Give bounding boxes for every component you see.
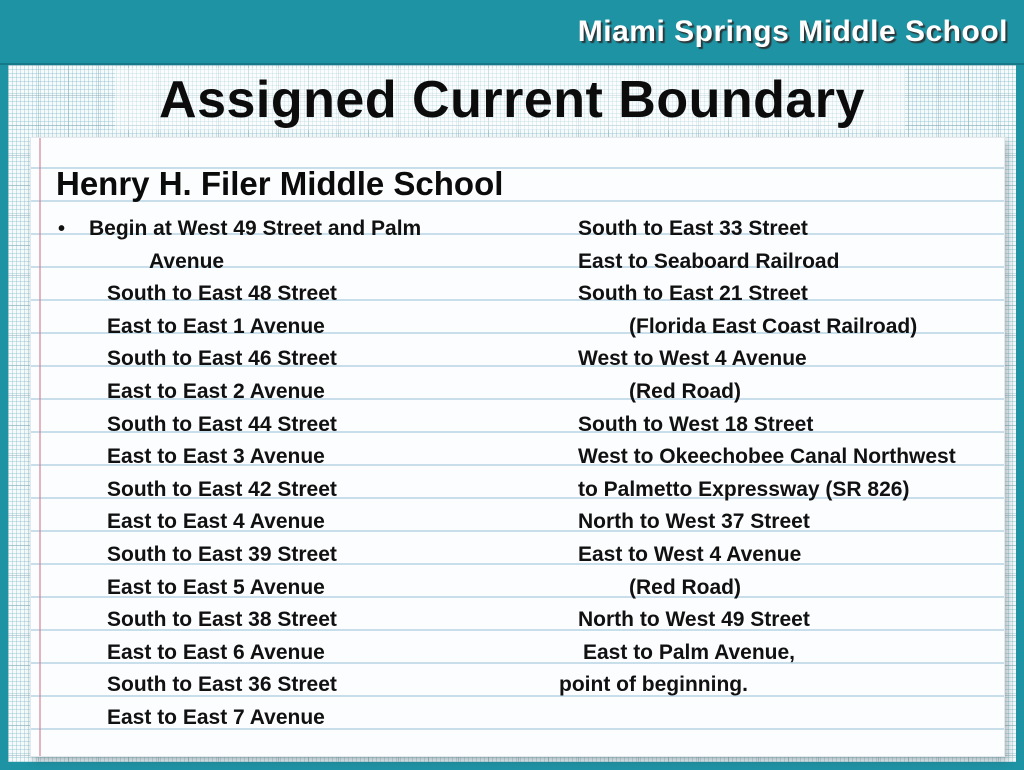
school-name: Miami Springs Middle School — [577, 14, 1008, 48]
top-banner — [0, 0, 1024, 65]
boundary-line — [58, 213, 421, 246]
bullet-icon: • — [58, 218, 66, 240]
boundary-line: to Palmetto Expressway (SR 826) — [578, 477, 910, 501]
boundary-line: South to East 36 Street — [107, 673, 337, 697]
boundary-line: South to East 46 Street — [107, 347, 337, 371]
boundary-line: South to East 38 Street — [107, 608, 337, 632]
boundary-line: South to East 21 Street — [578, 282, 808, 306]
boundary-line: East to East 6 Avenue — [107, 640, 325, 664]
boundary-panel — [30, 137, 1005, 757]
boundary-line: North to West 49 Street — [578, 608, 810, 632]
boundary-line: (Red Road) — [629, 575, 741, 599]
boundary-line: East to East 1 Avenue — [107, 314, 325, 338]
boundary-right-column — [559, 213, 956, 702]
boundary-line: South to East 33 Street — [578, 217, 808, 240]
boundary-line: East to Seaboard Railroad — [578, 249, 840, 273]
boundary-line: West to Okeechobee Canal Northwest — [578, 445, 956, 469]
boundary-line: West to West 4 Avenue — [578, 347, 807, 371]
boundary-line: point of beginning. — [559, 673, 748, 697]
boundary-line: North to West 37 Street — [578, 510, 810, 534]
boundary-line: South to East 48 Street — [107, 282, 337, 306]
notebook-margin-line — [39, 138, 41, 756]
page-title: Assigned Current Boundary — [159, 71, 865, 129]
boundary-line: East to East 4 Avenue — [107, 510, 325, 534]
boundary-left-column — [58, 213, 421, 735]
boundary-line: East to East 5 Avenue — [107, 575, 325, 599]
boundary-line: (Florida East Coast Railroad) — [629, 314, 918, 338]
boundary-line: Avenue — [149, 249, 225, 273]
boundary-line: South to East 42 Street — [107, 477, 337, 501]
boundary-line: South to West 18 Street — [578, 412, 814, 436]
boundary-line: East to East 3 Avenue — [107, 445, 325, 469]
boundary-line: East to Palm Avenue, — [583, 640, 796, 664]
boundary-line: East to East 7 Avenue — [107, 705, 325, 729]
school-heading: Henry H. Filer Middle School — [56, 165, 504, 202]
boundary-line: East to West 4 Avenue — [578, 542, 802, 566]
boundary-line: (Red Road) — [629, 379, 741, 403]
boundary-line: South to East 44 Street — [107, 412, 337, 436]
boundary-line: South to East 39 Street — [107, 542, 337, 566]
boundary-line: East to East 2 Avenue — [107, 379, 325, 403]
boundary-line-text: Begin at West 49 Street and Palm — [89, 217, 422, 240]
